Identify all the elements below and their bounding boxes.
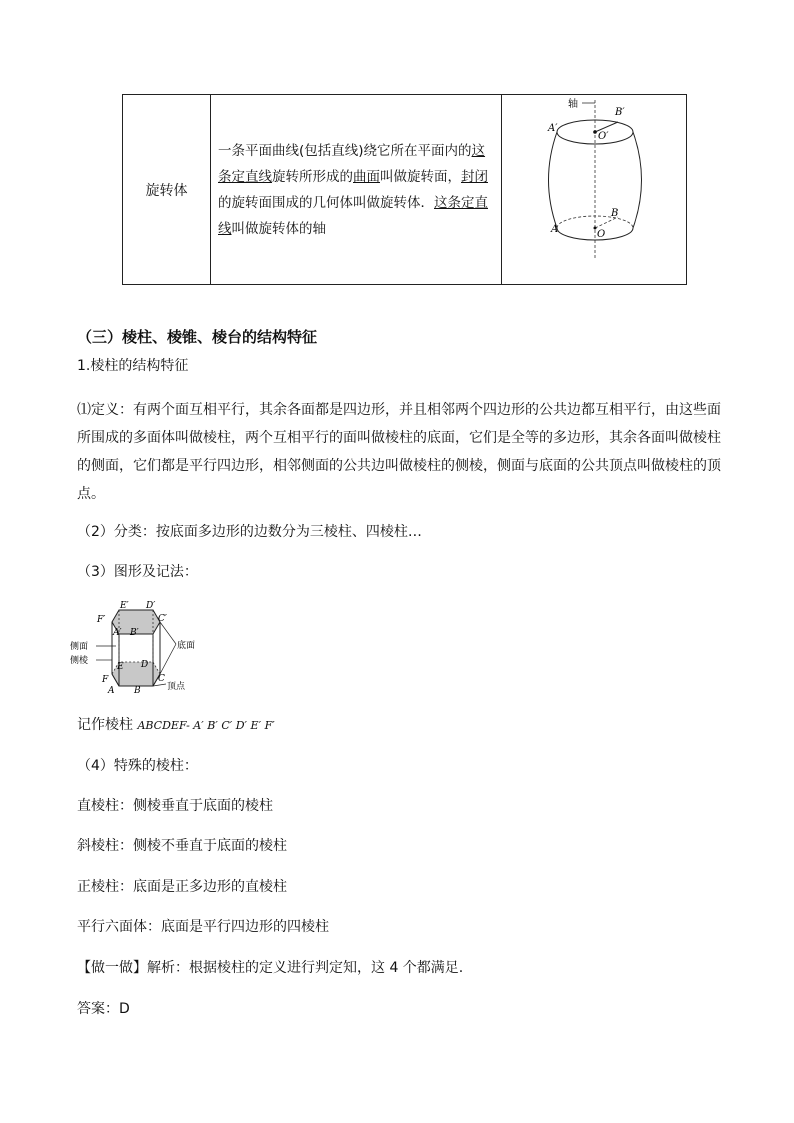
prism-label-E: E — [117, 662, 124, 672]
prism-label-B: B — [134, 686, 141, 696]
table-desc — [218, 143, 488, 237]
solid-of-revolution-table — [122, 94, 687, 285]
special-item-oblique-prism: 斜棱柱：侧棱不垂直于底面的棱柱 — [77, 838, 287, 854]
label-B-prime: B′ — [615, 107, 625, 118]
notation-prefix: 记作棱柱 — [77, 717, 138, 733]
notation-formula: ABCDEF- A′ B′ C′ D′ E′ F′ — [137, 719, 275, 732]
desc-phrase: 叫做旋转面， — [380, 168, 461, 185]
desc-phrase: 的旋转面围成的几何体叫做旋转体． — [218, 194, 434, 211]
section-title: （三）棱柱、棱锥、棱台的结构特征 — [77, 328, 318, 346]
classification-text: （2）分类：按底面多边形的边数分为三棱柱、四棱柱… — [77, 524, 422, 540]
underlined-phrase: 曲面 — [353, 168, 380, 185]
prism-side-edge-label: 侧棱 — [70, 656, 89, 666]
prism-label-D-prime: D′ — [146, 601, 156, 611]
prism-figure — [70, 598, 210, 696]
prism-label-E-prime: E′ — [120, 601, 129, 611]
practice-text: 【做一做】解析：根据棱柱的定义进行判定知，这 4 个都满足. — [77, 960, 464, 976]
prism-label-D: D — [141, 660, 149, 670]
special-heading: （4）特殊的棱柱： — [77, 758, 198, 774]
prism-label-F-prime: F′ — [97, 615, 106, 625]
desc-phrase: 一条平面曲线(包括直线)绕它所在平面内的 — [218, 142, 472, 159]
prism-label-C: C — [158, 674, 165, 684]
prism-label-B-prime: B′ — [130, 628, 139, 638]
label-O: O — [597, 229, 606, 240]
special-item-right-prism: 直棱柱：侧棱垂直于底面的棱柱 — [77, 798, 273, 814]
prism-label-A: A — [108, 686, 115, 696]
prism-base-label: 底面 — [177, 641, 196, 651]
table-name: 旋转体 — [145, 182, 188, 199]
prism-label-A-prime: A′ — [113, 628, 122, 638]
desc-phrase: 旋转所形成的 — [272, 168, 353, 185]
label-A: A — [551, 224, 559, 235]
definition-text: ⑴定义：有两个面互相平行，其余各面都是四边形，并且相邻两个四边形的公共边都互相平行，由这些面所围成的多面体叫做棱柱，两个互相平行的面叫做棱柱的底面，它们是全等的多边形，其余各面叫做棱柱的侧面，它们都是平行四边形，相邻侧面的公共边叫做棱柱的侧棱，侧面与底面的公共顶点叫做棱柱的顶点。 — [77, 402, 721, 502]
underlined-phrase: 这条定直线 — [218, 142, 486, 185]
figure-heading: （3）图形及记法： — [77, 564, 198, 580]
underlined-phrase: 封闭 — [461, 168, 488, 185]
table-desc-cell — [211, 95, 502, 285]
special-item-regular-prism: 正棱柱：底面是正多边形的直棱柱 — [77, 879, 287, 895]
axis-label: 轴 — [568, 99, 578, 110]
barrel-figure — [502, 95, 686, 280]
label-O-prime: O′ — [598, 131, 609, 142]
sub-title: 1.棱柱的结构特征 — [77, 358, 189, 374]
table-name-cell — [123, 95, 211, 285]
underlined-phrase: 这条定直线 — [218, 194, 488, 237]
prism-label-F: F — [102, 675, 109, 685]
notation-line — [77, 711, 275, 740]
prism-side-face-label: 侧面 — [70, 642, 89, 652]
label-B: B — [611, 208, 619, 219]
answer-text: 答案：D — [77, 1001, 130, 1017]
desc-phrase: 叫做旋转体的轴 — [231, 220, 326, 237]
special-item-parallelepiped: 平行六面体：底面是平行四边形的四棱柱 — [77, 919, 329, 935]
table-figure-cell — [502, 95, 687, 285]
prism-label-C-prime: C′ — [158, 614, 167, 624]
prism-vertex-label: 顶点 — [167, 682, 186, 692]
label-A-prime: A′ — [548, 123, 558, 134]
